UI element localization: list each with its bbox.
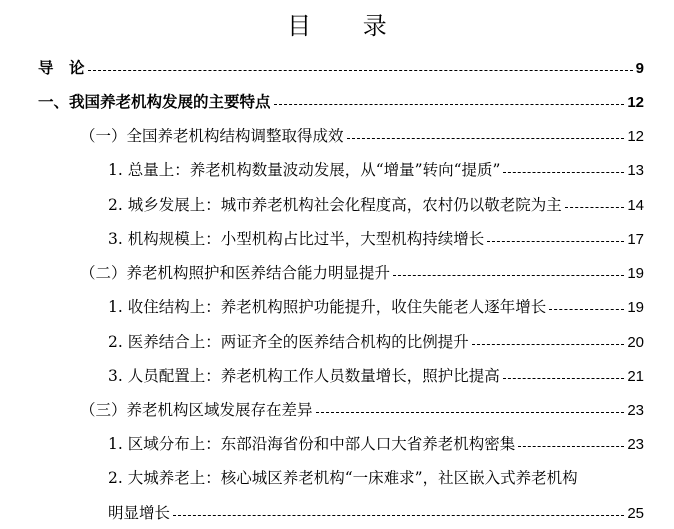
toc-entry-text: 3. 人员配置上：养老机构工作人员数量增长，照护比提高 bbox=[108, 367, 500, 385]
toc-page-number: 12 bbox=[627, 128, 644, 145]
toc-entry-text: 3. 机构规模上：小型机构占比过半，大型机构持续增长 bbox=[108, 230, 485, 248]
toc-entry-text: 一、我国养老机构发展的主要特点 bbox=[38, 92, 271, 111]
toc-page-number: 21 bbox=[627, 368, 644, 385]
toc-page-number: 19 bbox=[627, 299, 644, 316]
toc-entry-item-1-3-1[interactable] bbox=[108, 434, 644, 455]
toc-entry-item-1-3-2-continued[interactable] bbox=[108, 503, 644, 524]
toc-entry-item-1-3-2[interactable] bbox=[108, 468, 578, 488]
dot-leader bbox=[88, 70, 633, 71]
toc-entry-intro[interactable] bbox=[38, 58, 644, 79]
toc-entry-section-1-2[interactable] bbox=[80, 263, 644, 284]
toc-entry-section-1-1[interactable] bbox=[80, 126, 644, 147]
dot-leader bbox=[518, 446, 624, 447]
toc-entry-item-1-1-1[interactable] bbox=[108, 160, 644, 181]
toc-page-number: 14 bbox=[627, 197, 644, 214]
toc-page-number: 12 bbox=[627, 94, 644, 111]
toc-entry-chapter-1[interactable] bbox=[38, 92, 644, 113]
toc-entry-text: 明显增长 bbox=[108, 504, 171, 522]
toc-page-number: 23 bbox=[627, 436, 644, 453]
toc-page-number: 9 bbox=[635, 60, 644, 77]
toc-page-number: 17 bbox=[627, 231, 644, 248]
toc-page-number: 23 bbox=[627, 402, 644, 419]
toc-entry-text: 2. 大城养老上：核心城区养老机构“一床难求”，社区嵌入式养老机构 bbox=[108, 469, 578, 487]
toc-entry-item-1-2-1[interactable] bbox=[108, 297, 644, 318]
toc-page-number: 20 bbox=[627, 334, 644, 351]
toc-page-number: 13 bbox=[627, 162, 644, 179]
toc-entry-item-1-1-3[interactable] bbox=[108, 229, 644, 250]
toc-entry-text: 1. 收住结构上：养老机构照护功能提升，收住失能老人逐年增长 bbox=[108, 298, 547, 316]
toc-entry-item-1-2-2[interactable] bbox=[108, 332, 644, 353]
dot-leader bbox=[393, 275, 624, 276]
toc-entry-text: （一）全国养老机构结构调整取得成效 bbox=[80, 127, 344, 145]
toc-entry-text: 2. 医养结合上：两证齐全的医养结合机构的比例提升 bbox=[108, 333, 469, 351]
toc-entry-text: 1. 总量上：养老机构数量波动发展，从“增量”转向“提质” bbox=[108, 161, 501, 179]
dot-leader bbox=[503, 378, 625, 379]
toc-entry-text: （三）养老机构区域发展存在差异 bbox=[80, 401, 313, 419]
toc-entry-text: 导 论 bbox=[38, 58, 85, 77]
dot-leader bbox=[565, 207, 625, 208]
toc-page-number: 25 bbox=[627, 505, 644, 522]
toc-entry-text: 2. 城乡发展上：城市养老机构社会化程度高，农村仍以敬老院为主 bbox=[108, 196, 562, 214]
dot-leader bbox=[549, 309, 624, 310]
dot-leader bbox=[316, 412, 625, 413]
toc-page-number: 19 bbox=[627, 265, 644, 282]
dot-leader bbox=[487, 241, 624, 242]
toc-entry-section-1-3[interactable] bbox=[80, 400, 644, 421]
toc-title: 目 录 bbox=[287, 12, 409, 40]
dot-leader bbox=[274, 104, 625, 105]
dot-leader bbox=[347, 138, 625, 139]
toc-entry-text: 1. 区域分布上：东部沿海省份和中部人口大省养老机构密集 bbox=[108, 435, 516, 453]
toc-entry-item-1-2-3[interactable] bbox=[108, 366, 644, 387]
toc-entry-text: （二）养老机构照护和医养结合能力明显提升 bbox=[80, 264, 391, 282]
dot-leader bbox=[503, 172, 624, 173]
toc-entry-item-1-1-2[interactable] bbox=[108, 195, 644, 216]
dot-leader bbox=[472, 344, 625, 345]
dot-leader bbox=[173, 515, 624, 516]
